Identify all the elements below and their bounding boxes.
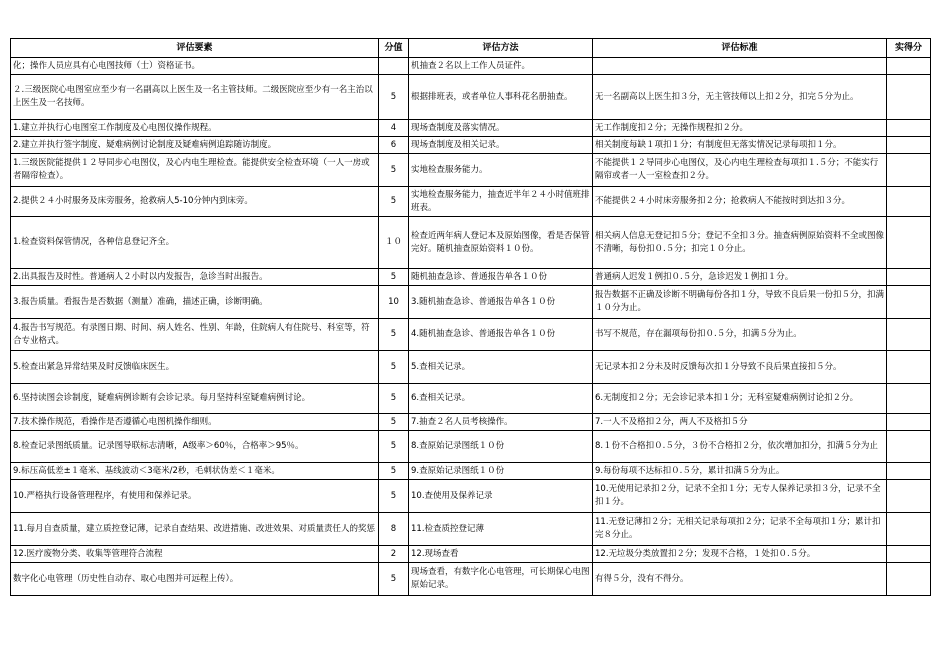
score-cell: 10 — [379, 286, 409, 319]
actual-score-cell — [887, 286, 931, 319]
requirement-cell: 4.报告书写规范。有录图日期、时间、病人姓名、性别、年龄，住院病人有住院号、科室等，符合专业格式。 — [11, 319, 379, 351]
requirement-cell: 3.报告质量。看报告是否数据（测量）准确，描述正确，诊断明确。 — [11, 286, 379, 319]
requirement-cell: 7.技术操作规范，看操作是否遵循心电图机操作细则。 — [11, 414, 379, 431]
method-cell: 现场查看，有数字化心电管理，可长期保心电图原始记录。 — [409, 563, 593, 596]
requirement-cell: 10.严格执行设备管理程序，有使用和保养记录。 — [11, 480, 379, 513]
method-cell: 实地检查服务能力。 — [409, 154, 593, 187]
actual-score-cell — [887, 75, 931, 120]
method-cell: 12.现场查看 — [409, 546, 593, 563]
actual-score-cell — [887, 384, 931, 414]
table-row — [11, 463, 931, 480]
header-actual: 实得分 — [887, 39, 931, 58]
table-row — [11, 546, 931, 563]
requirement-cell: ２.三级医院心电图室应至少有一名副高以上医生及一名主管技师。二级医院应至少有一名主治以上医生及一名技师。 — [11, 75, 379, 120]
method-cell: 8.查原始记录图纸１０份 — [409, 431, 593, 463]
requirement-cell: 2.提供２４小时服务及床旁服务，抢救病人5-10分钟内到床旁。 — [11, 187, 379, 217]
score-cell: １０ — [379, 217, 409, 269]
requirement-cell: 1.检查资料保管情况，各种信息登记齐全。 — [11, 217, 379, 269]
method-cell: 现场查制度及相关记录。 — [409, 137, 593, 154]
requirement-cell: 2.建立并执行签字制度、疑难病例讨论制度及疑难病例追踪随访制度。 — [11, 137, 379, 154]
requirement-cell: 9.标压高低差±１毫米、基线波动＜3毫米/2秒，毛刺状伪差＜１毫米。 — [11, 463, 379, 480]
standard-cell: 不能提供１２导同步心电图仪，及心内电生理检查每项扣１.５分；不能实行隔帘或者一人一室检查扣２分。 — [593, 154, 887, 187]
actual-score-cell — [887, 351, 931, 384]
requirement-cell: 数字化心电管理（历史性自动存、取心电图并可远程上传）。 — [11, 563, 379, 596]
score-cell: 5 — [379, 563, 409, 596]
actual-score-cell — [887, 319, 931, 351]
standard-cell: 普通病人迟发１例扣０.５分，急诊迟发１例扣１分。 — [593, 269, 887, 286]
actual-score-cell — [887, 58, 931, 75]
requirement-cell: 1.建立并执行心电图室工作制度及心电图仪操作规程。 — [11, 120, 379, 137]
table-row — [11, 513, 931, 546]
standard-cell — [593, 58, 887, 75]
score-cell: 5 — [379, 269, 409, 286]
standard-cell: 无记录本扣２分未及时反馈每次扣１分导致不良后果直接扣５分。 — [593, 351, 887, 384]
standard-cell: 11.无登记薄扣２分；无相关记录每项扣２分；记录不全每项扣１分；累计扣完８分止。 — [593, 513, 887, 546]
method-cell: 实地检查服务能力，抽查近半年２４小时值班排班表。 — [409, 187, 593, 217]
requirement-cell: 11.每月自查质量，建立质控登记薄，记录自查结果、改进措施、改进效果、对质量责任人的奖惩 — [11, 513, 379, 546]
method-cell: 10.查使用及保养记录 — [409, 480, 593, 513]
evaluation-table — [10, 38, 931, 596]
table-row — [11, 384, 931, 414]
score-cell: 4 — [379, 120, 409, 137]
method-cell: 3.随机抽查急诊、普通报告单各１０份 — [409, 286, 593, 319]
table-row — [11, 137, 931, 154]
method-cell: 9.查原始记录图纸１０份 — [409, 463, 593, 480]
table-row — [11, 286, 931, 319]
method-cell: 根据排班表，或者单位人事科花名册抽查。 — [409, 75, 593, 120]
score-cell: 5 — [379, 319, 409, 351]
table-row — [11, 187, 931, 217]
header-method: 评估方法 — [409, 39, 593, 58]
score-cell: 5 — [379, 480, 409, 513]
table-row — [11, 217, 931, 269]
method-cell: 现场查制度及落实情况。 — [409, 120, 593, 137]
table-row — [11, 563, 931, 596]
method-cell: 6.查相关记录。 — [409, 384, 593, 414]
requirement-cell: 6.坚持读图会诊制度，疑难病例诊断有会诊记录。每月坚持科室疑难病例讨论。 — [11, 384, 379, 414]
table-row — [11, 269, 931, 286]
header-score: 分值 — [379, 39, 409, 58]
score-cell — [379, 58, 409, 75]
table-row — [11, 120, 931, 137]
score-cell: 6 — [379, 137, 409, 154]
standard-cell: 8.１份不合格扣０.５分，３份不合格扣２分，依次增加扣分，扣满５分为止 — [593, 431, 887, 463]
table-row — [11, 414, 931, 431]
header-requirement: 评估要素 — [11, 39, 379, 58]
actual-score-cell — [887, 269, 931, 286]
table-row — [11, 154, 931, 187]
standard-cell: 相关制度每缺１项扣１分；有制度但无落实情况记录每项扣１分。 — [593, 137, 887, 154]
score-cell: 8 — [379, 513, 409, 546]
table-row — [11, 319, 931, 351]
requirement-cell: 5.检查出紧急异常结果及时反馈临床医生。 — [11, 351, 379, 384]
actual-score-cell — [887, 480, 931, 513]
requirement-cell: 2.出具报告及时性。普通病人２小时以内发报告，急诊当时出报告。 — [11, 269, 379, 286]
standard-cell: 7.一人不及格扣２分，两人不及格扣５分 — [593, 414, 887, 431]
requirement-cell: 1.三级医院能提供１２导同步心电图仪，及心内电生理检查。能提供安全检查环境（一人一房或者隔帘检查）。 — [11, 154, 379, 187]
standard-cell: 不能提供２４小时床旁服务扣２分；抢救病人不能按时到达扣３分。 — [593, 187, 887, 217]
method-cell: 5.查相关记录。 — [409, 351, 593, 384]
standard-cell: 12.无垃圾分类放置扣２分；发现不合格，１处扣０.５分。 — [593, 546, 887, 563]
table-row — [11, 75, 931, 120]
actual-score-cell — [887, 217, 931, 269]
requirement-cell: 12.医疗废物分类、收集等管理符合流程 — [11, 546, 379, 563]
score-cell: 5 — [379, 75, 409, 120]
score-cell: 2 — [379, 546, 409, 563]
table-row — [11, 480, 931, 513]
actual-score-cell — [887, 513, 931, 546]
actual-score-cell — [887, 137, 931, 154]
standard-cell: 9.每份每项不达标扣０.５分，累计扣满５分为止。 — [593, 463, 887, 480]
standard-cell: 6.无制度扣２分；无会诊记录本扣１分；无科室疑难病例讨论扣２分。 — [593, 384, 887, 414]
table-row — [11, 431, 931, 463]
actual-score-cell — [887, 120, 931, 137]
standard-cell: 无一名副高以上医生扣３分，无主管技师以上扣２分，扣完５分为止。 — [593, 75, 887, 120]
score-cell: 5 — [379, 431, 409, 463]
requirement-cell: 化；操作人员应具有心电图技师（士）资格证书。 — [11, 58, 379, 75]
requirement-cell: 8.检查记录图纸质量。记录图导联标志清晰，A级率＞60％，合格率＞95％。 — [11, 431, 379, 463]
method-cell: 7.抽查２名人员考核操作。 — [409, 414, 593, 431]
standard-cell: 10.无使用记录扣２分，记录不全扣１分；无专人保养记录扣３分，记录不全扣１分。 — [593, 480, 887, 513]
standard-cell: 相关病人信息无登记扣５分；登记不全扣３分。抽查病例原始资料不全或图像不清晰，每份扣０.５分；扣完１０分止。 — [593, 217, 887, 269]
method-cell: 4.随机抽查急诊、普通报告单各１０份 — [409, 319, 593, 351]
actual-score-cell — [887, 546, 931, 563]
method-cell: 机抽查２名以上工作人员证件。 — [409, 58, 593, 75]
score-cell: 5 — [379, 187, 409, 217]
actual-score-cell — [887, 414, 931, 431]
score-cell: 5 — [379, 154, 409, 187]
standard-cell: 报告数据不正确及诊断不明确每份各扣１分，导致不良后果一份扣５分，扣满１０分为止。 — [593, 286, 887, 319]
table-row — [11, 58, 931, 75]
standard-cell: 书写不规范，存在漏项每份扣０.５分，扣满５分为止。 — [593, 319, 887, 351]
score-cell: 5 — [379, 351, 409, 384]
method-cell: 随机抽查急诊、普通报告单各１０份 — [409, 269, 593, 286]
method-cell: 检查近两年病人登记本及原始图像，看是否保管完好。随机抽查原始资料１０份。 — [409, 217, 593, 269]
score-cell: 5 — [379, 463, 409, 480]
actual-score-cell — [887, 431, 931, 463]
score-cell: 5 — [379, 384, 409, 414]
actual-score-cell — [887, 187, 931, 217]
method-cell: 11.检查质控登记薄 — [409, 513, 593, 546]
actual-score-cell — [887, 563, 931, 596]
table-row — [11, 351, 931, 384]
header-row — [11, 39, 931, 58]
header-standard: 评估标准 — [593, 39, 887, 58]
actual-score-cell — [887, 154, 931, 187]
table-body — [11, 58, 931, 596]
standard-cell: 无工作制度扣２分；无操作规程扣２分。 — [593, 120, 887, 137]
score-cell: 5 — [379, 414, 409, 431]
standard-cell: 有得５分，没有不得分。 — [593, 563, 887, 596]
actual-score-cell — [887, 463, 931, 480]
